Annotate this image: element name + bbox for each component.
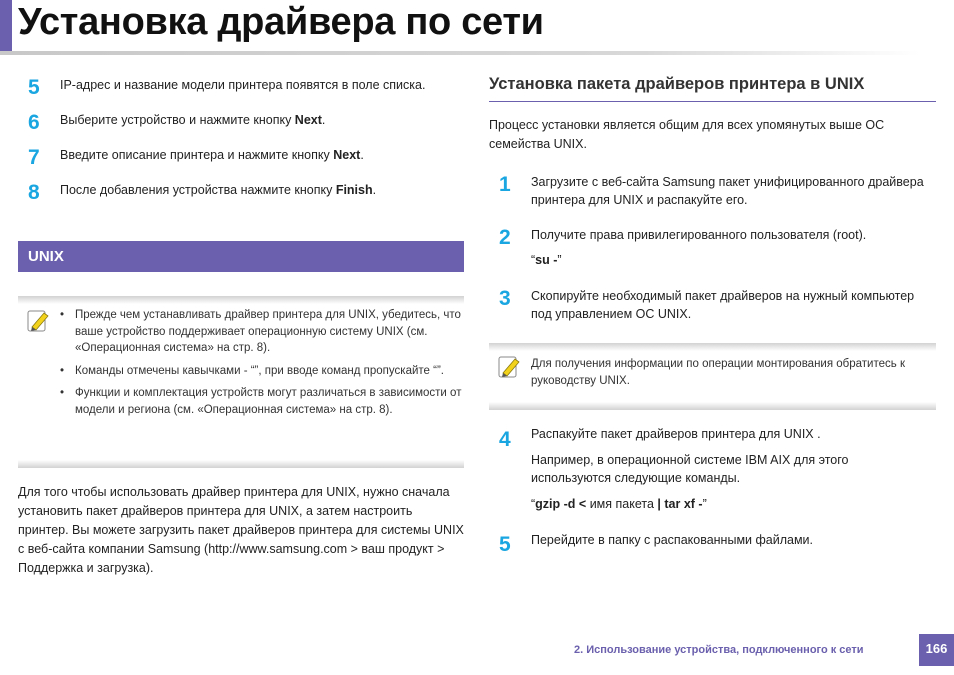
step-text-end: .	[360, 148, 364, 162]
step-text	[60, 111, 470, 129]
page-title: Установка драйвера по сети	[18, 1, 544, 43]
note-box	[489, 343, 936, 410]
step-text-main: Выберите устройство и нажмите кнопку	[60, 113, 295, 127]
step-text: Перейдите в папку с распакованными файлами.	[531, 533, 814, 547]
quote-close: ”	[557, 253, 562, 267]
step-number: 7	[28, 146, 40, 169]
command-text: | tar xf -	[657, 497, 703, 511]
note-bullet: • Функции и комплектация устройств могут различаться в зависимости от модели и региона (см. «Операционная система» на стр. 8).	[60, 385, 462, 418]
step-text-main: После добавления устройства нажмите кнопку	[60, 183, 336, 197]
note-top-shade	[489, 343, 936, 351]
step-button-name: Next	[333, 148, 361, 162]
note-bottom-shade	[489, 402, 936, 410]
step-number: 1	[499, 173, 511, 196]
step-number: 8	[28, 181, 40, 204]
step-text	[60, 146, 470, 164]
step-text	[60, 76, 470, 94]
heading-underline	[489, 101, 936, 102]
command-text: gzip -d <	[535, 497, 587, 511]
note-pencil-icon	[497, 354, 523, 380]
note-bottom-shade	[18, 460, 464, 468]
step-number: 2	[499, 226, 511, 249]
step-command	[531, 251, 562, 269]
quote-open: “	[531, 253, 536, 267]
step-button-name: Next	[294, 113, 322, 127]
right-section-heading: Установка пакета драйверов принтера в UNIX	[489, 75, 865, 93]
right-intro: Процесс установки является общим для всех упомянутых выше ОС семейства UNIX.	[489, 118, 885, 151]
step-button-name: Finish	[335, 183, 373, 197]
step-text: Распакуйте пакет драйверов принтера для UNIX .	[531, 427, 821, 441]
step-number: 5	[499, 533, 511, 556]
note-bullet: • Команды отмечены кавычками - “”, при вводе команд пропускайте “”.	[60, 363, 462, 380]
unix-section-heading: UNIX	[18, 241, 464, 272]
note-bullet: • Прежде чем устанавливать драйвер принтера для UNIX, убедитесь, что ваше устройство поддерживает операционную систему UNIX (см. «Операционная система» на стр. 8).	[60, 307, 462, 357]
step-text-end: .	[372, 183, 377, 197]
step-text: Получите права привилегированного пользователя (root).	[531, 228, 867, 242]
step-number: 6	[28, 111, 40, 134]
step-command	[531, 495, 707, 513]
quote-open: “	[531, 497, 536, 511]
header-accent-bar	[0, 0, 12, 52]
page-number: 166	[919, 634, 954, 666]
note-pencil-icon	[26, 308, 52, 334]
step-text	[60, 181, 470, 199]
step-number: 4	[499, 428, 511, 451]
note-top-shade	[18, 296, 464, 304]
step-example: Например, в операционной системе IBM AIX для этого используются следующие команды.	[531, 453, 849, 485]
step-number: 5	[28, 76, 40, 99]
title-divider	[0, 51, 920, 55]
note-box	[18, 296, 464, 468]
step-text: Загрузите с веб-сайта Samsung пакет унифицированного драйвера принтера для UNIX и распакуйте его.	[531, 175, 924, 207]
note-text: Для получения информации по операции монтирования обратитесь к руководству UNIX.	[531, 358, 905, 387]
step-text-main: Введите описание принтера и нажмите кнопку	[60, 148, 334, 162]
step-text: Скопируйте необходимый пакет драйверов на нужный компьютер под управлением ОС UNIX.	[531, 289, 915, 321]
note-bullet-list	[60, 307, 462, 424]
step-number: 3	[499, 287, 511, 310]
step-text-end: .	[321, 113, 326, 127]
quote-close: ”	[702, 497, 707, 511]
command-text: su -	[535, 253, 558, 267]
footer-chapter: 2. Использование устройства, подключенного к сети	[574, 644, 864, 656]
command-placeholder: имя пакета	[586, 497, 658, 511]
step-text-main: IP-адрес и название модели принтера появятся в поле списка.	[60, 78, 426, 92]
unix-intro-paragraph: Для того чтобы использовать драйвер принтера для UNIX, нужно сначала установить пакет драйверов принтера для UNIX, а затем настроить принтер. Вы можете загрузить пакет драйверов принтера для системы UNIX с веб-сайта компании Samsung (http://www.samsung.com > ваш продукт > Поддержка и загрузка).	[18, 485, 464, 575]
